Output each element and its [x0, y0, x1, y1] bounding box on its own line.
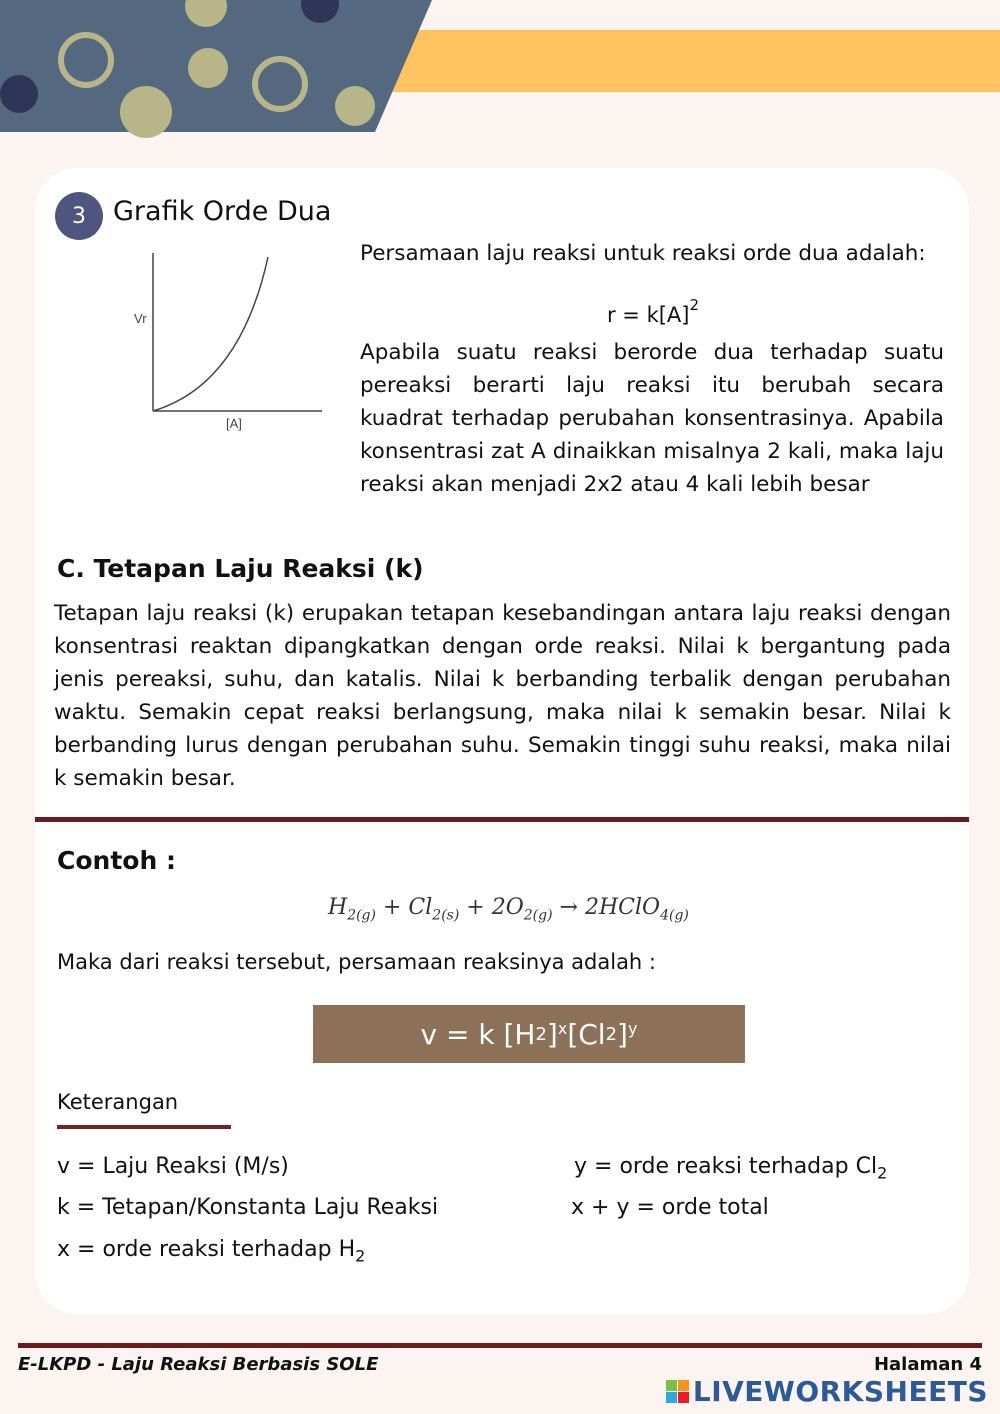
section-c-heading: C. Tetapan Laju Reaksi (k) [57, 554, 424, 583]
second-order-graph [120, 245, 335, 440]
reaction-equation: $H_{2(g)} + Cl_{2(s)} + 2O_{2(g)}$ → 2HClO$_{4(g)}$ [328, 895, 689, 924]
section-number-badge: 3 [55, 192, 103, 240]
liveworksheets-logo-icon [666, 1380, 689, 1403]
rate-equation-box: v = k [H 2 ] $^x$ [Cl 2 ] $^y$ [313, 1005, 745, 1063]
liveworksheets-logo[interactable] [666, 1375, 988, 1408]
contoh-heading: Contoh : [57, 846, 176, 875]
def-v: v = Laju Reaksi (M/s) [57, 1154, 289, 1179]
section-title: Grafik Orde Dua [113, 196, 332, 227]
keterangan-underline [57, 1125, 231, 1129]
rate-lead-text: Maka dari reaksi tersebut, persamaan reaksinya adalah : [57, 950, 656, 974]
def-y: y = orde reaksi terhadap $Cl_2$ [574, 1154, 888, 1183]
def-k: k = Tetapan/Konstanta Laju Reaksi [57, 1195, 439, 1220]
def-x: x = orde reaksi terhadap $H_2$ [57, 1237, 366, 1266]
divider [35, 817, 969, 822]
liveworksheets-brand: LIVEWORKSHEETS [692, 1375, 988, 1408]
section3-intro: Persamaan laju reaksi untuk reaksi orde dua adalah: [360, 241, 926, 266]
page-number: Halaman 4 [873, 1354, 982, 1375]
graph-y-label: Vr [134, 311, 147, 326]
graph-x-label: [A] [226, 416, 242, 431]
header-decoration [0, 0, 1000, 140]
footer-divider [18, 1343, 982, 1348]
rate-formula-second-order: $r = k[A]^2$ [607, 296, 700, 327]
keterangan-label: Keterangan [57, 1090, 179, 1114]
footer-title: E-LKPD - Laju Reaksi Berbasis SOLE [18, 1354, 379, 1375]
section3-explanation: Apabila suatu reaksi berorde dua terhadap suatu pereaksi berarti laju reaksi itu berubah secara kuadrat terhadap perubahan konsentrasinya. Apabila konsentrasi zat A dinaikkan misalnya 2 kali, maka laju reaksi akan menjadi 2x2 atau 4 kali lebih besar [360, 340, 944, 497]
def-total-order: x + y = orde total [571, 1195, 769, 1220]
section-c-body: Tetapan laju reaksi (k) erupakan tetapan kesebandingan antara laju reaksi dengan konsentrasi reaktan dipangkatkan dengan orde reaksi. Nilai k bergantung pada jenis pereaksi, suhu, dan katalis. Nilai k berbanding terbalik dengan perubahan waktu. Semakin cepat reaksi berlangsung, maka nilai k semakin besar. Nilai k berbanding lurus dengan perubahan suhu. Semakin tinggi suhu reaksi, maka nilai k semakin besar. [54, 601, 951, 791]
